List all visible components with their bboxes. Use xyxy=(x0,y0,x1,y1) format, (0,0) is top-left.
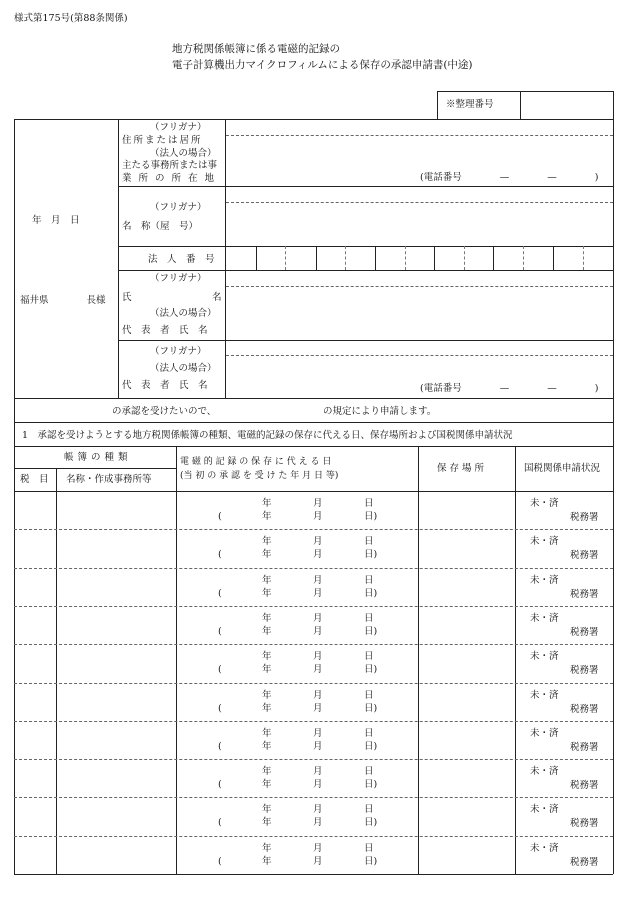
tax-office-label: 税務署 xyxy=(570,780,599,792)
month-label: 月 xyxy=(313,766,323,778)
month-label: 月 xyxy=(313,651,323,663)
year-label: 年 xyxy=(262,702,272,714)
office-label: 主たる事務所または事 xyxy=(122,160,218,171)
day-label: 日 xyxy=(364,804,374,816)
month-label: 月 xyxy=(313,855,323,867)
tax-item-field[interactable] xyxy=(16,646,54,680)
month-label: 月 xyxy=(313,549,323,561)
storage-header: 保 存 場 所 xyxy=(437,463,485,474)
storage-field[interactable] xyxy=(420,761,513,795)
tax-office-label: 税務署 xyxy=(570,703,599,715)
storage-field[interactable] xyxy=(420,608,513,642)
year-label: 年 xyxy=(262,574,272,586)
day-label: 日 xyxy=(364,498,374,509)
name-office-field[interactable] xyxy=(58,838,174,872)
month-label: 月 xyxy=(313,779,323,791)
paren-open: ( xyxy=(218,855,222,867)
day-label: 日 xyxy=(364,536,374,548)
paren-open: ( xyxy=(218,702,222,714)
year-label: 年 xyxy=(262,779,272,791)
representative-name-label: 代 表 者 氏 名 xyxy=(122,380,208,391)
furigana-label: （フリガナ） xyxy=(150,202,207,213)
national-status-header: 国税関係申請状況 xyxy=(524,463,601,474)
name-office-field[interactable] xyxy=(58,761,174,795)
tax-item-field[interactable] xyxy=(16,531,54,565)
tax-office-label: 税務署 xyxy=(570,588,599,600)
day-label: 日) xyxy=(364,587,378,599)
furigana-label: （フリガナ） xyxy=(150,122,207,133)
day-label: 日) xyxy=(364,817,378,829)
phone-label: (電話番号 — — ) xyxy=(420,172,599,183)
year-label: 年 xyxy=(262,612,272,624)
day-label: 日 xyxy=(364,574,374,586)
day-label: 日) xyxy=(364,549,378,561)
tax-office-label: 税務署 xyxy=(570,665,599,677)
tax-office-label: 税務署 xyxy=(570,512,599,523)
status-label: 未・済 xyxy=(530,689,559,701)
month-label: 月 xyxy=(313,625,323,637)
corp-case-label: （法人の場合） xyxy=(150,363,217,374)
prefecture-label: 福井県 長様 xyxy=(20,295,106,306)
name-office-field[interactable] xyxy=(58,570,174,604)
seiri-number-label: ※整理番号 xyxy=(446,99,494,110)
tax-office-label: 税務署 xyxy=(570,550,599,562)
corporate-number-label: 法 人 番 号 xyxy=(148,254,215,265)
paren-open: ( xyxy=(218,587,222,599)
tax-item-field[interactable] xyxy=(16,608,54,642)
month-label: 月 xyxy=(313,612,323,624)
paren-open: ( xyxy=(218,740,222,752)
day-label: 日 xyxy=(364,612,374,624)
status-label: 未・済 xyxy=(530,766,559,778)
day-label: 日 xyxy=(364,651,374,663)
tax-item-field[interactable] xyxy=(16,799,54,833)
month-label: 月 xyxy=(313,727,323,739)
month-label: 月 xyxy=(313,587,323,599)
storage-field[interactable] xyxy=(420,838,513,872)
mei-label: 名 xyxy=(212,292,222,303)
month-label: 月 xyxy=(313,817,323,829)
day-label: 日) xyxy=(364,779,378,791)
representative-name-label: 代 表 者 氏 名 xyxy=(122,325,208,336)
name-office-field[interactable] xyxy=(58,646,174,680)
applicant-name-field[interactable] xyxy=(228,290,608,336)
book-type-header: 帳簿の種類 xyxy=(64,452,132,463)
paren-open: ( xyxy=(218,549,222,561)
address-label: 住所または居所 xyxy=(122,135,203,146)
year-label: 年 xyxy=(262,727,272,739)
tax-item-header: 税 目 xyxy=(20,474,49,485)
year-label: 年 xyxy=(262,664,272,676)
day-label: 日 xyxy=(364,689,374,701)
phone-label: (電話番号 — — ) xyxy=(420,383,599,394)
title-line-1: 地方税関係帳簿に係る電磁的記録の xyxy=(172,43,340,55)
tax-item-field[interactable] xyxy=(16,685,54,719)
day-label: 日 xyxy=(364,727,374,739)
corp-case-label: （法人の場合） xyxy=(150,308,217,319)
day-label: 日) xyxy=(364,702,378,714)
furigana-label: （フリガナ） xyxy=(150,346,207,357)
day-label: 日) xyxy=(364,511,378,522)
year-label: 年 xyxy=(262,498,272,509)
name-office-field[interactable] xyxy=(58,531,174,565)
status-label: 未・済 xyxy=(530,651,559,663)
name-office-field[interactable] xyxy=(58,723,174,757)
year-label: 年 xyxy=(262,689,272,701)
month-label: 月 xyxy=(313,804,323,816)
year-label: 年 xyxy=(262,549,272,561)
year-label: 年 xyxy=(262,766,272,778)
paren-open: ( xyxy=(218,779,222,791)
status-label: 未・済 xyxy=(530,498,559,509)
status-label: 未・済 xyxy=(530,574,559,586)
paren-open: ( xyxy=(218,817,222,829)
storage-field[interactable] xyxy=(420,646,513,680)
tax-item-field[interactable] xyxy=(16,570,54,604)
year-label: 年 xyxy=(262,817,272,829)
date-label: 年 月 日 xyxy=(32,215,80,226)
day-label: 日 xyxy=(364,842,374,854)
tax-item-field[interactable] xyxy=(16,493,54,527)
name-office-header: 名称・作成事務所等 xyxy=(66,474,152,485)
shi-label: 氏 xyxy=(122,292,132,303)
name-office-field[interactable] xyxy=(58,493,174,527)
year-label: 年 xyxy=(262,587,272,599)
month-label: 月 xyxy=(313,842,323,854)
year-label: 年 xyxy=(262,842,272,854)
paren-open: ( xyxy=(218,664,222,676)
tax-item-field[interactable] xyxy=(16,761,54,795)
month-label: 月 xyxy=(313,702,323,714)
request-sentence-2: の規定により申請します。 xyxy=(323,406,437,417)
form-number: 様式第175号(第88条関係) xyxy=(14,13,128,24)
date-field[interactable] xyxy=(18,230,114,246)
date-header-line2: (当 初 の 承 認 を 受 け た 年 月 日 等) xyxy=(180,471,339,481)
storage-field[interactable] xyxy=(420,570,513,604)
status-label: 未・済 xyxy=(530,536,559,548)
month-label: 月 xyxy=(313,689,323,701)
name-field[interactable] xyxy=(228,206,608,242)
month-label: 月 xyxy=(313,536,323,548)
day-label: 日) xyxy=(364,740,378,752)
storage-field[interactable] xyxy=(420,493,513,527)
status-label: 未・済 xyxy=(530,612,559,624)
year-label: 年 xyxy=(262,625,272,637)
name-office-field[interactable] xyxy=(58,799,174,833)
section-1-title: 1 承認を受けようとする地方税関係帳簿の種類、電磁的記録の保存に代える日、保存場所および国税関係申請状況 xyxy=(22,430,513,441)
year-label: 年 xyxy=(262,855,272,867)
month-label: 月 xyxy=(313,664,323,676)
furigana-label: （フリガナ） xyxy=(150,273,207,284)
paren-open: ( xyxy=(218,625,222,637)
tax-office-label: 税務署 xyxy=(570,818,599,830)
day-label: 日 xyxy=(364,766,374,778)
office-location-label: 業所の所在地 xyxy=(122,173,222,184)
storage-field[interactable] xyxy=(420,685,513,719)
corporate-number-field[interactable] xyxy=(228,248,611,268)
month-label: 月 xyxy=(313,574,323,586)
month-label: 月 xyxy=(313,511,323,522)
year-label: 年 xyxy=(262,651,272,663)
title-line-2: 電子計算機出力マイクロフィルムによる保存の承認申請書(中途) xyxy=(172,59,473,71)
tax-item-field[interactable] xyxy=(16,723,54,757)
tax-item-field[interactable] xyxy=(16,838,54,872)
representative-name-field[interactable] xyxy=(228,358,608,378)
year-label: 年 xyxy=(262,536,272,548)
status-label: 未・済 xyxy=(530,804,559,816)
date-header-line1: 電 磁 的 記 録 の 保 存 に 代 え る 日 xyxy=(180,457,332,467)
name-office-field[interactable] xyxy=(58,608,174,642)
year-label: 年 xyxy=(262,804,272,816)
storage-field[interactable] xyxy=(420,531,513,565)
day-label: 日) xyxy=(364,855,378,867)
tax-office-label: 税務署 xyxy=(570,856,599,868)
address-field[interactable] xyxy=(228,138,608,168)
paren-open: ( xyxy=(218,511,222,522)
storage-field[interactable] xyxy=(420,799,513,833)
name-label: 名 称（屋 号） xyxy=(122,221,199,232)
status-label: 未・済 xyxy=(530,727,559,739)
day-label: 日) xyxy=(364,664,378,676)
name-office-field[interactable] xyxy=(58,685,174,719)
year-label: 年 xyxy=(262,740,272,752)
year-label: 年 xyxy=(262,511,272,522)
month-label: 月 xyxy=(313,498,323,509)
corp-case-label: （法人の場合） xyxy=(150,148,217,159)
storage-field[interactable] xyxy=(420,723,513,757)
tax-office-label: 税務署 xyxy=(570,741,599,753)
seiri-number-field[interactable] xyxy=(522,93,611,117)
day-label: 日) xyxy=(364,625,378,637)
request-sentence-1: の承認を受けたいので、 xyxy=(112,406,217,417)
month-label: 月 xyxy=(313,740,323,752)
tax-office-label: 税務署 xyxy=(570,626,599,638)
status-label: 未・済 xyxy=(530,842,559,854)
